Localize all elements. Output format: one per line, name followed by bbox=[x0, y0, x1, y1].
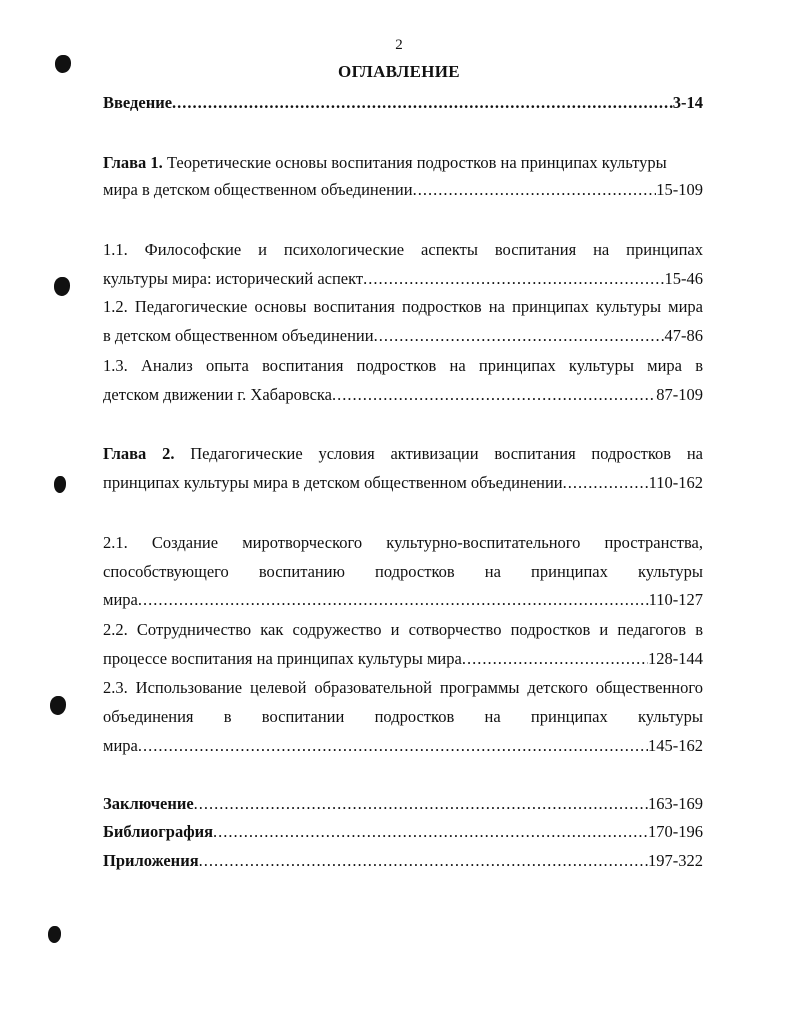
toc-s22-line1: 2.2. Сотрудничество как содружество и сотворчество подростков и педагогов в bbox=[103, 620, 703, 639]
toc-entry-bibliography bbox=[103, 819, 703, 845]
section-title: мира bbox=[103, 590, 138, 609]
leader-dots bbox=[172, 90, 673, 116]
section-title: в детском общественном объединении bbox=[103, 326, 374, 345]
toc-label: Библиография bbox=[103, 822, 214, 841]
punch-hole-mark bbox=[50, 696, 66, 715]
toc-s13-line2 bbox=[103, 382, 703, 408]
toc-chapter2-line1 bbox=[103, 441, 703, 467]
section-title: детском движении г. Хабаровска bbox=[103, 385, 332, 404]
toc-pages: 15-109 bbox=[656, 180, 703, 199]
leader-dots bbox=[332, 382, 656, 408]
chapter-title-cont: принципах культуры мира в детском общественном объединении bbox=[103, 473, 563, 492]
toc-s23-line2: объединения в воспитании подростков на принципах культуры bbox=[103, 707, 703, 726]
toc-pages: 128-144 bbox=[648, 649, 703, 668]
toc-pages: 110-127 bbox=[648, 590, 703, 609]
toc-s11-line2 bbox=[103, 266, 703, 292]
toc-chapter2-line2 bbox=[103, 470, 703, 496]
leader-dots bbox=[138, 733, 648, 759]
toc-s13-line1: 1.3. Анализ опыта воспитания подростков на принципах культуры мира в bbox=[103, 356, 703, 375]
section-title: культуры мира: исторический аспект bbox=[103, 269, 364, 288]
leader-dots bbox=[413, 177, 657, 203]
toc-pages: 110-162 bbox=[648, 473, 703, 492]
toc-pages: 163-169 bbox=[648, 794, 703, 813]
chapter-number: Глава 2. bbox=[103, 444, 175, 463]
leader-dots bbox=[363, 266, 664, 292]
punch-hole-mark bbox=[48, 926, 61, 943]
toc-pages: 15-46 bbox=[664, 269, 703, 288]
toc-s21-line1: 2.1. Создание миротворческого культурно-воспитательного пространства, bbox=[103, 533, 703, 552]
chapter-title-cont: мира в детском общественном объединении bbox=[103, 180, 413, 199]
toc-label: Введение bbox=[103, 93, 173, 112]
punch-hole-mark bbox=[54, 476, 66, 493]
chapter-title: Теоретические основы воспитания подростков на принципах культуры bbox=[162, 153, 667, 172]
punch-hole-mark bbox=[54, 277, 70, 296]
toc-pages: 87-109 bbox=[656, 385, 703, 404]
chapter-title: Педагогические условия активизации воспитания подростков на bbox=[174, 444, 703, 463]
toc-pages: 197-322 bbox=[648, 851, 703, 870]
toc-s12-line1: 1.2. Педагогические основы воспитания подростков на принципах культуры мира bbox=[103, 297, 703, 316]
page-number: 2 bbox=[395, 37, 403, 53]
leader-dots bbox=[138, 587, 649, 613]
leader-dots bbox=[563, 470, 649, 496]
toc-chapter1-line1 bbox=[103, 150, 703, 176]
toc-entry-conclusion bbox=[103, 791, 703, 817]
section-title: процессе воспитания на принципах культуры мира bbox=[103, 649, 462, 668]
toc-s21-line3 bbox=[103, 587, 703, 613]
toc-chapter1-line2 bbox=[103, 177, 703, 203]
toc-s23-line3 bbox=[103, 733, 703, 759]
toc-s22-line2 bbox=[103, 646, 703, 672]
chapter-number: Глава 1. bbox=[103, 153, 163, 172]
page-title: ОГЛАВЛЕНИЕ bbox=[338, 62, 460, 81]
toc-entry-intro bbox=[103, 90, 703, 116]
leader-dots bbox=[194, 791, 648, 817]
toc-pages: 3-14 bbox=[672, 93, 703, 112]
toc-label: Заключение bbox=[103, 794, 194, 813]
toc-s12-line2 bbox=[103, 323, 703, 349]
leader-dots bbox=[213, 819, 648, 845]
toc-s23-line1: 2.3. Использование целевой образовательной программы детского общественного bbox=[103, 678, 703, 697]
toc-s11-line1: 1.1. Философские и психологические аспекты воспитания на принципах bbox=[103, 240, 703, 259]
toc-label: Приложения bbox=[103, 851, 199, 870]
toc-pages: 170-196 bbox=[648, 822, 703, 841]
toc-pages: 47-86 bbox=[664, 326, 703, 345]
toc-pages: 145-162 bbox=[648, 736, 703, 755]
leader-dots bbox=[462, 646, 648, 672]
toc-s21-line2: способствующего воспитанию подростков на принципах культуры bbox=[103, 562, 703, 581]
leader-dots bbox=[374, 323, 665, 349]
section-title: мира bbox=[103, 736, 138, 755]
leader-dots bbox=[199, 848, 648, 874]
toc-entry-appendices bbox=[103, 848, 703, 874]
